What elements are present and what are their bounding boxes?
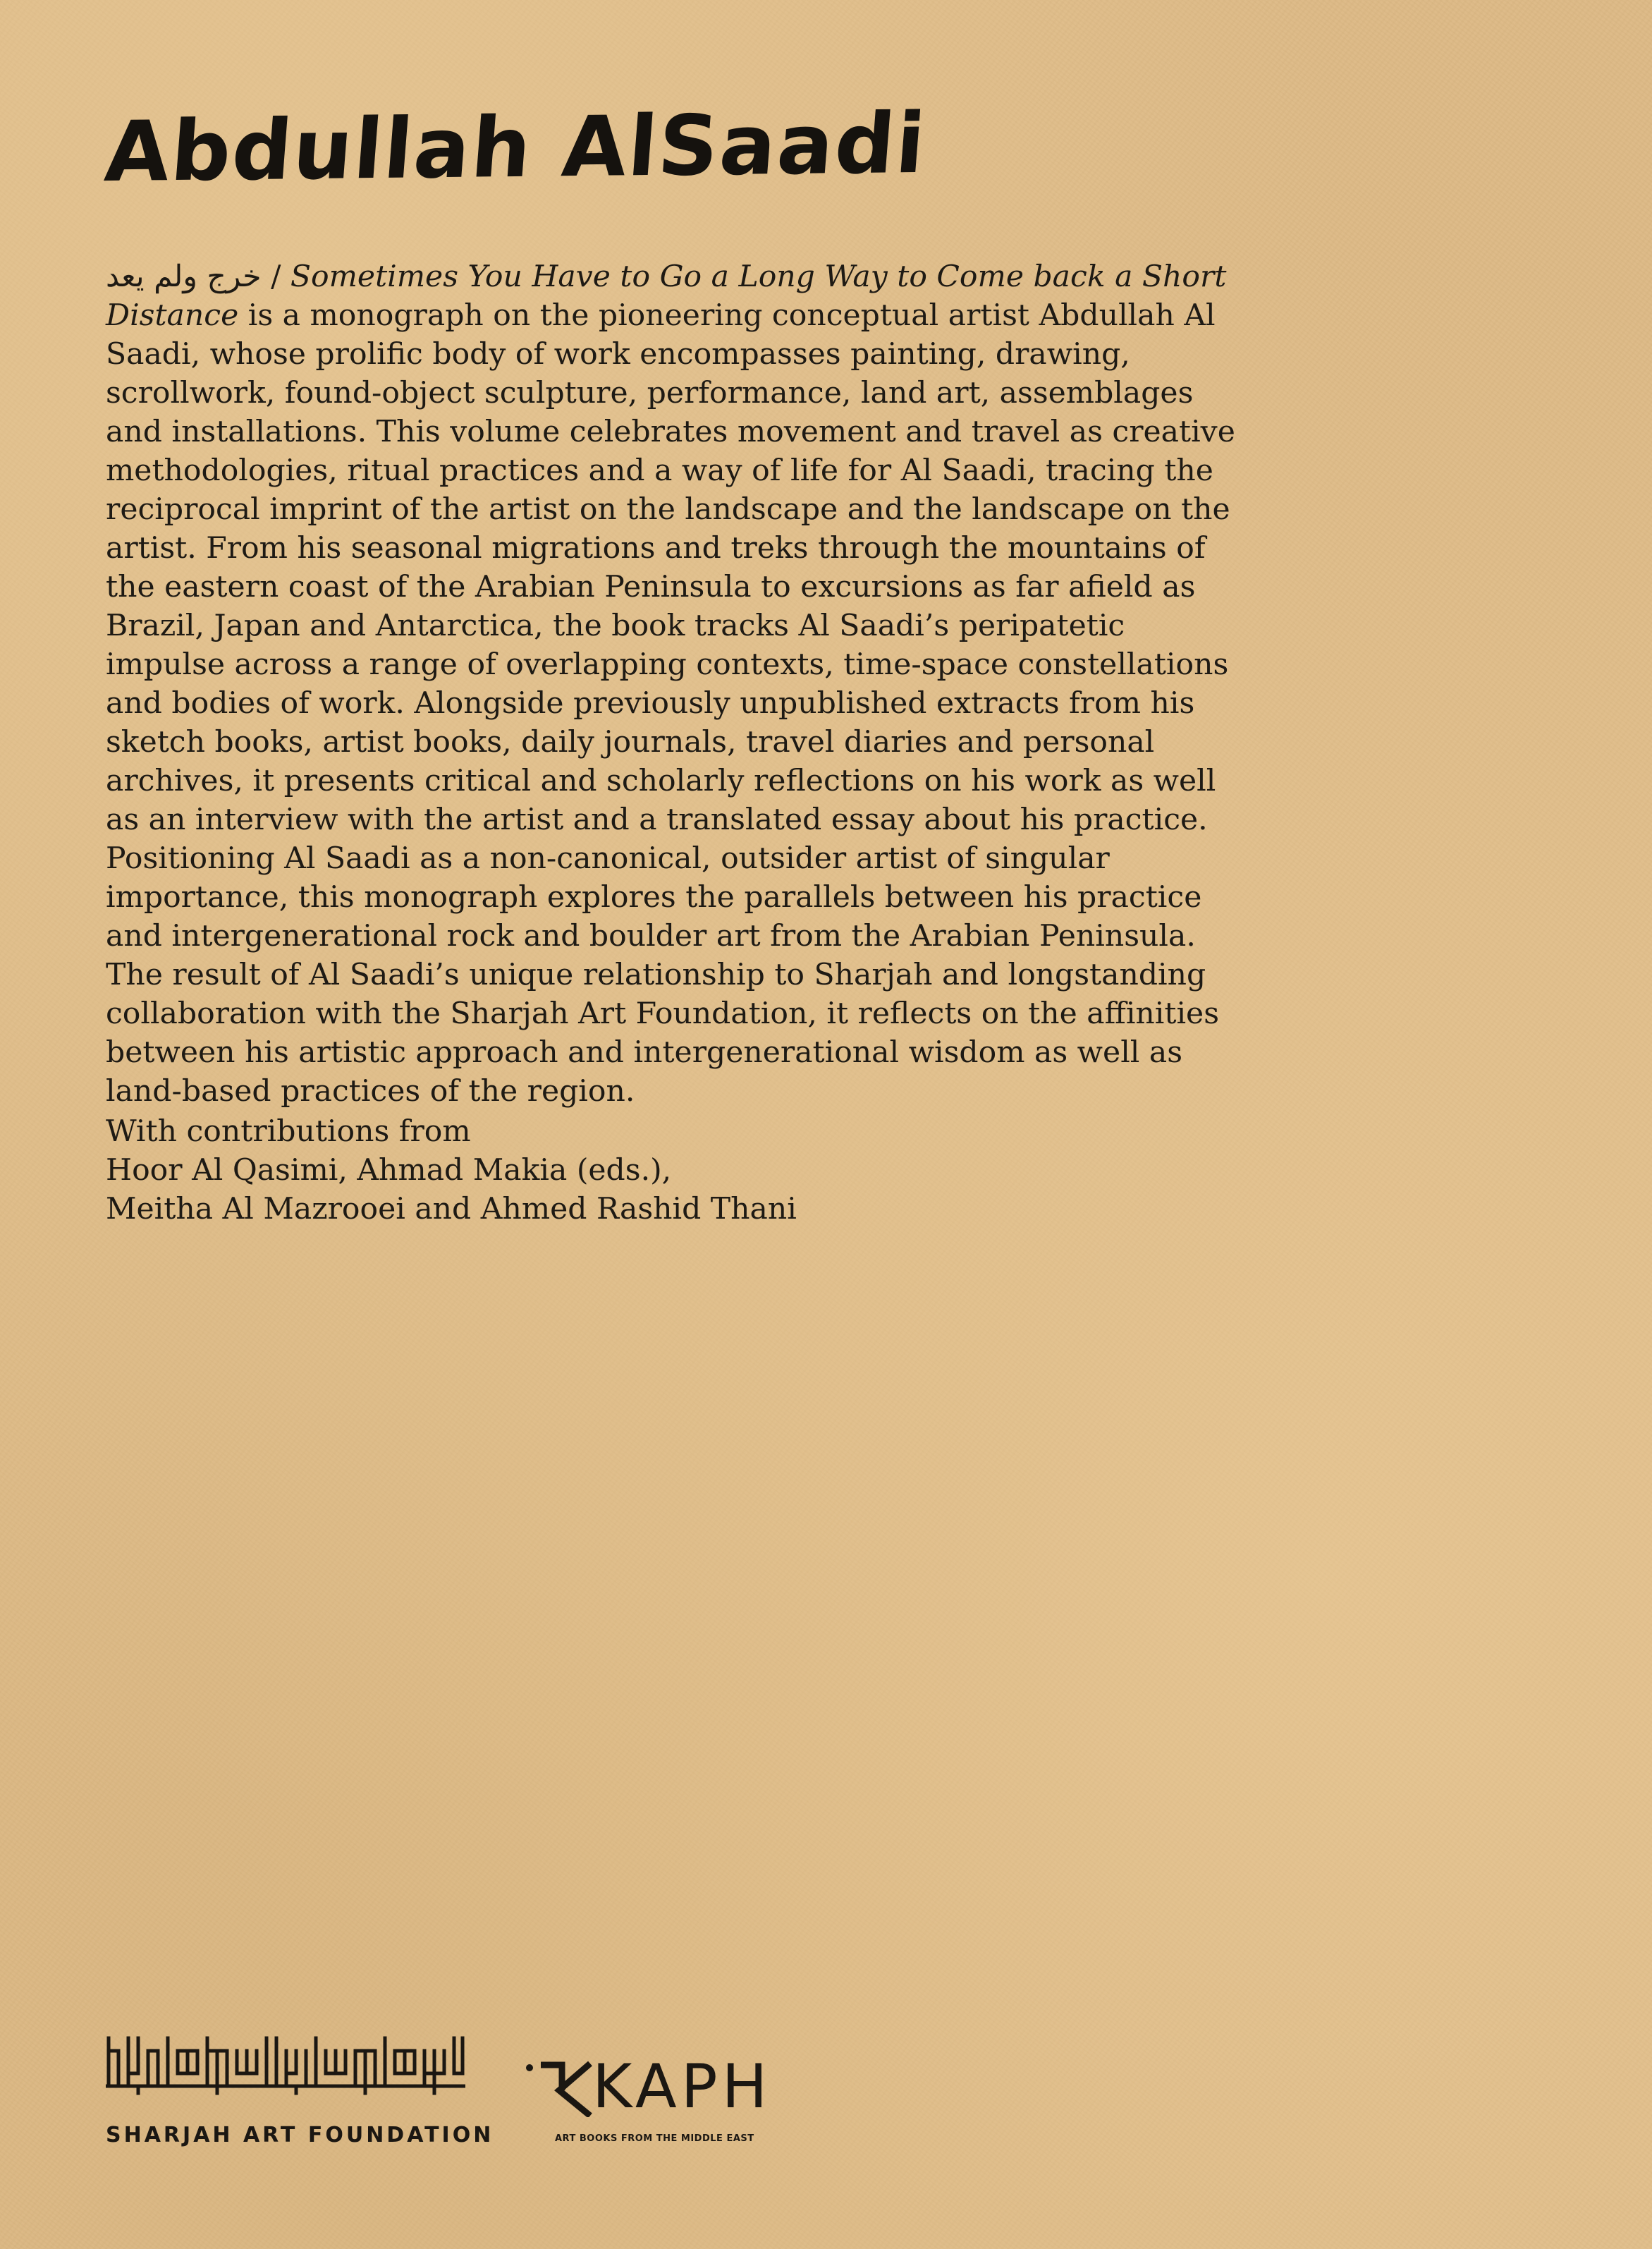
contributors-authors: Meitha Al Mazrooei and Ahmed Rashid Thani <box>106 1192 797 1226</box>
english-title: Sometimes You Have to Go a Long Way to Come back a Short Distance <box>106 260 1227 333</box>
book-description <box>106 257 1248 1111</box>
arabic-title: خرج ولم يعد <box>106 260 262 294</box>
sharjah-art-foundation-logo <box>106 2031 494 2151</box>
contributors-heading: With contributions from <box>106 1114 471 1149</box>
contributors <box>106 1112 1248 1229</box>
kaph-tagline: ART BOOKS FROM THE MIDDLE EAST <box>555 2133 754 2144</box>
sharjah-art-foundation-name: SHARJAH ART FOUNDATION <box>106 2123 494 2147</box>
artist-name-title: Abdullah AlSaadi <box>102 94 930 201</box>
sharjah-art-foundation-icon <box>106 2031 465 2096</box>
contributors-editors: Hoor Al Qasimi, Ahmad Makia (eds.), <box>106 1153 672 1188</box>
kaph-wordmark: KAPH <box>592 2052 772 2122</box>
title-separator: / <box>261 260 290 294</box>
kaph-letter-icon <box>525 2059 596 2117</box>
description-text: is a monograph on the pioneering conceptual artist Abdullah Al Saadi, whose prolific body of work encompasses painting, drawing, scrollwork, found-object sculpture, performance, land art, assemblages and installations. This volume celebrates movement and travel as creative methodologies, ritual practices and a way of life for Al Saadi, tracing the reciprocal imprint of the artist on the landscape and the landscape on the artist. From his seasonal migrations and treks through the mountains of the eastern coast of the Arabian Peninsula to excursions as far afield as Brazil, Japan and Antarctica, the book tracks Al Saadi’s peripatetic impulse across a range of overlapping contexts, time-space constellations and bodies of work. Alongside previously unpublished extracts from his sketch books, artist books, daily journals, travel diaries and personal archives, it presents critical and scholarly reflections on his work as well as an interview with the artist and a translated essay about his practice. Positioning Al Saadi as a non-canonical, outsider artist of singular importance, this monograph explores the parallels between his practice and intergenerational rock and boulder art from the Arabian Peninsula. The result of Al Saadi’s unique relationship to Sharjah and longstanding collaboration with the Sharjah Art Foundation, it reflects on the affinities between his artistic approach and intergenerational wisdom as well as land-based practices of the region. <box>106 298 1235 1109</box>
kaph-logo <box>525 2052 779 2151</box>
